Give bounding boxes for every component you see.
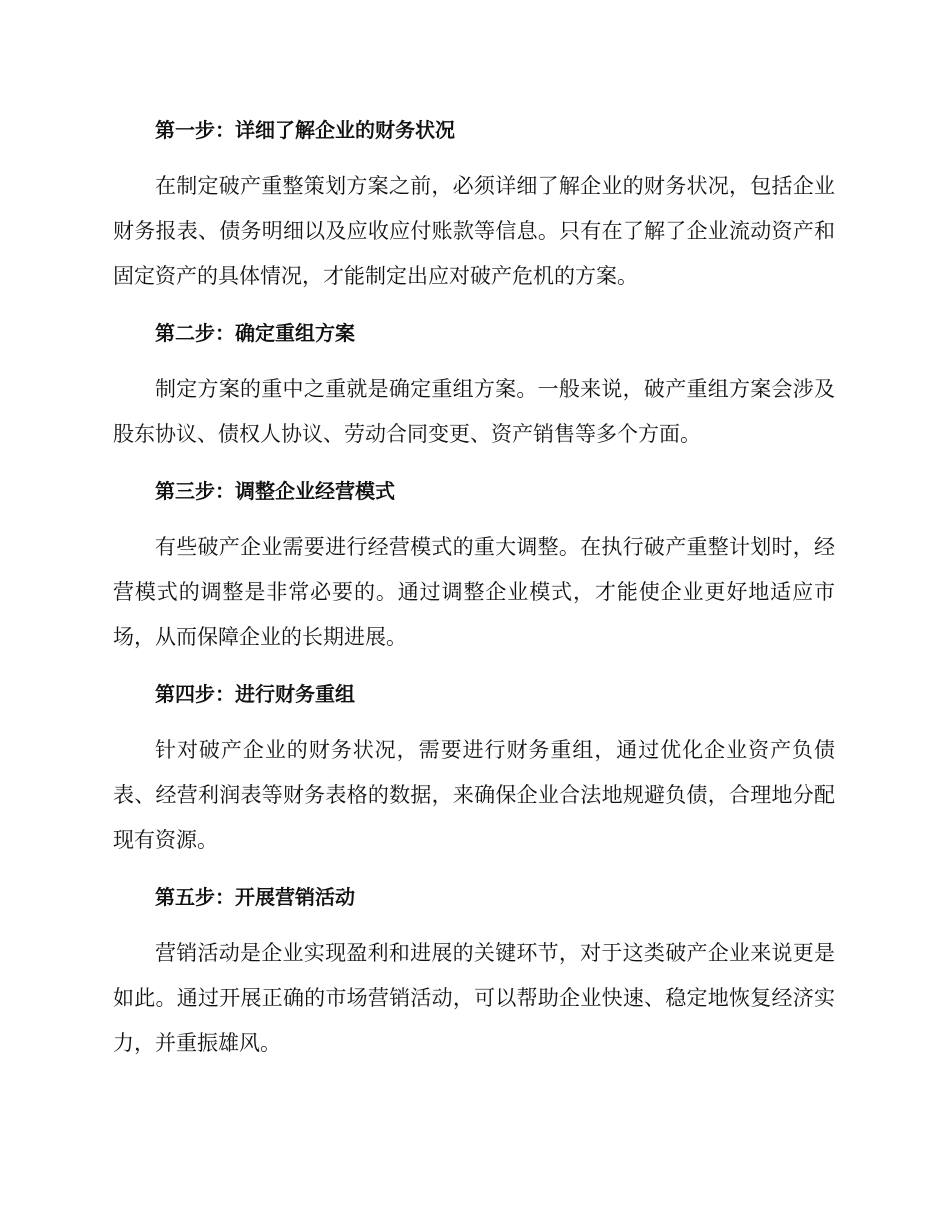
section-body-2: 制定方案的重中之重就是确定重组方案。一般来说，破产重组方案会涉及股东协议、债权人协议、劳动合同变更、资产销售等多个方面。: [113, 377, 835, 446]
section-heading-4: 第四步：进行财务重组: [155, 682, 355, 706]
section-heading-5: 第五步：开展营销活动: [155, 885, 355, 909]
section-heading-3: 第三步：调整企业经营模式: [155, 479, 395, 503]
section-body-4: 针对破产企业的财务状况，需要进行财务重组，通过优化企业资产负债表、经营利润表等财务表格的数据，来确保企业合法地规避负债，合理地分配现有资源。: [113, 738, 835, 852]
document-content: [113, 108, 835, 1078]
section-body-3: 有些破产企业需要进行经营模式的重大调整。在执行破产重整计划时，经营模式的调整是非常必要的。通过调整企业模式，才能使企业更好地适应市场，从而保障企业的长期进展。: [113, 535, 835, 649]
section-heading-1: 第一步：详细了解企业的财务状况: [155, 118, 455, 142]
section-body-5: 营销活动是企业实现盈利和进展的关键环节，对于这类破产企业来说更是如此。通过开展正确的市场营销活动，可以帮助企业快速、稳定地恢复经济实力，并重振雄风。: [113, 941, 835, 1055]
section-heading-2: 第二步：确定重组方案: [155, 321, 355, 345]
section-body-1: 在制定破产重整策划方案之前，必须详细了解企业的财务状况，包括企业财务报表、债务明细以及应收应付账款等信息。只有在了解了企业流动资产和固定资产的具体情况，才能制定出应对破产危机的方案。: [113, 174, 835, 288]
